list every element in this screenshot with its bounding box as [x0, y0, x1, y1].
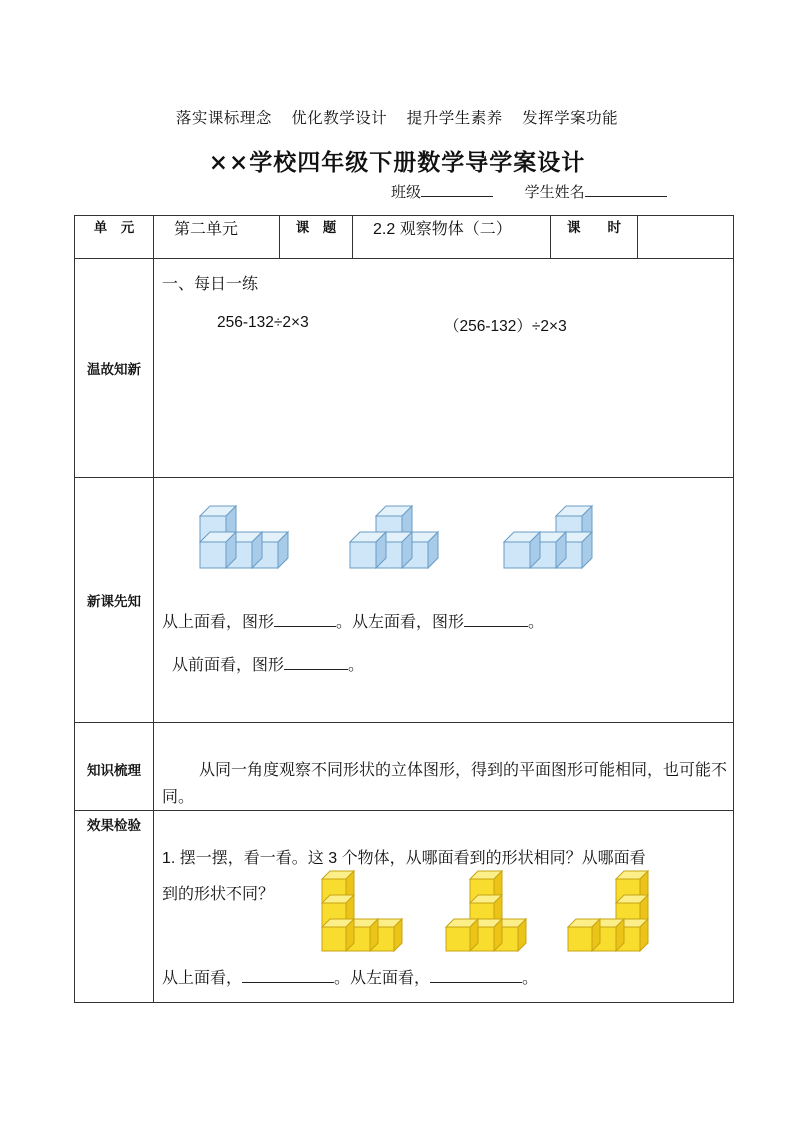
top-view-blank[interactable] — [274, 612, 336, 627]
review-content — [154, 259, 734, 478]
slogan-4: 发挥学案功能 — [522, 109, 619, 127]
topic-label: 课 题 — [280, 216, 353, 259]
left-view-blank[interactable] — [464, 612, 528, 627]
review-heading: 一、每日一练 — [162, 276, 259, 293]
expression-2: （256-132）÷2×3 — [444, 318, 567, 335]
knowledge-label: 知识梳理 — [75, 723, 154, 811]
period-value[interactable] — [638, 216, 734, 259]
answer-line: 从上面看， 。从左面看， 。 — [162, 970, 539, 987]
slogan-line — [0, 106, 794, 128]
check-content — [154, 811, 734, 1003]
preview-line-2: 从前面看，图形 。 — [172, 657, 365, 674]
question-1-line-2: 到的形状不同？ — [162, 886, 275, 903]
blue-figure-3 — [504, 506, 592, 568]
answer-top-blank[interactable] — [242, 968, 334, 983]
blue-figure-1 — [200, 506, 288, 568]
blue-figure-2 — [350, 506, 438, 568]
student-name-blank[interactable] — [585, 182, 667, 197]
lesson-table — [74, 215, 734, 1003]
student-info-line — [391, 181, 667, 202]
check-row — [75, 811, 734, 1003]
expression-1: 256-132÷2×3 — [217, 314, 309, 331]
check-label: 效果检验 — [75, 811, 154, 1003]
class-label: 班级 — [391, 183, 422, 201]
unit-value: 第二单元 — [154, 216, 280, 259]
preview-row — [75, 478, 734, 723]
blue-cube-figures — [194, 502, 654, 572]
knowledge-text: 从同一角度观察不同形状的立体图形，得到的平面图形可能相同，也可能不同。 — [162, 762, 728, 806]
preview-label: 新课先知 — [75, 478, 154, 723]
unit-label: 单 元 — [75, 216, 154, 259]
slogan-2: 优化教学设计 — [291, 109, 388, 127]
yellow-figure-2 — [446, 871, 526, 951]
front-view-blank[interactable] — [284, 655, 348, 670]
question-1-line-1: 1. 摆一摆，看一看。这 3 个物体，从哪面看到的形状相同？从哪面看 — [162, 850, 646, 867]
yellow-figure-3 — [568, 871, 648, 951]
class-blank[interactable] — [421, 182, 493, 197]
slogan-3: 提升学生素养 — [406, 109, 503, 127]
period-label: 课 时 — [551, 216, 638, 259]
review-label: 温故知新 — [75, 259, 154, 478]
topic-value: 2.2 观察物体（二） — [353, 216, 551, 259]
yellow-figure-1 — [322, 871, 402, 951]
preview-line-1: 从上面看，图形 。从左面看，图形 。 — [162, 614, 545, 631]
student-name-label: 学生姓名 — [524, 183, 585, 201]
slogan-1: 落实课标理念 — [175, 109, 272, 127]
preview-content — [154, 478, 734, 723]
answer-left-blank[interactable] — [430, 968, 522, 983]
knowledge-row — [75, 723, 734, 811]
yellow-cube-figures — [314, 869, 754, 953]
page-title: ××学校四年级下册数学导学案设计 — [208, 149, 586, 176]
knowledge-content — [154, 723, 734, 811]
table-header-row — [75, 216, 734, 259]
review-row — [75, 259, 734, 478]
